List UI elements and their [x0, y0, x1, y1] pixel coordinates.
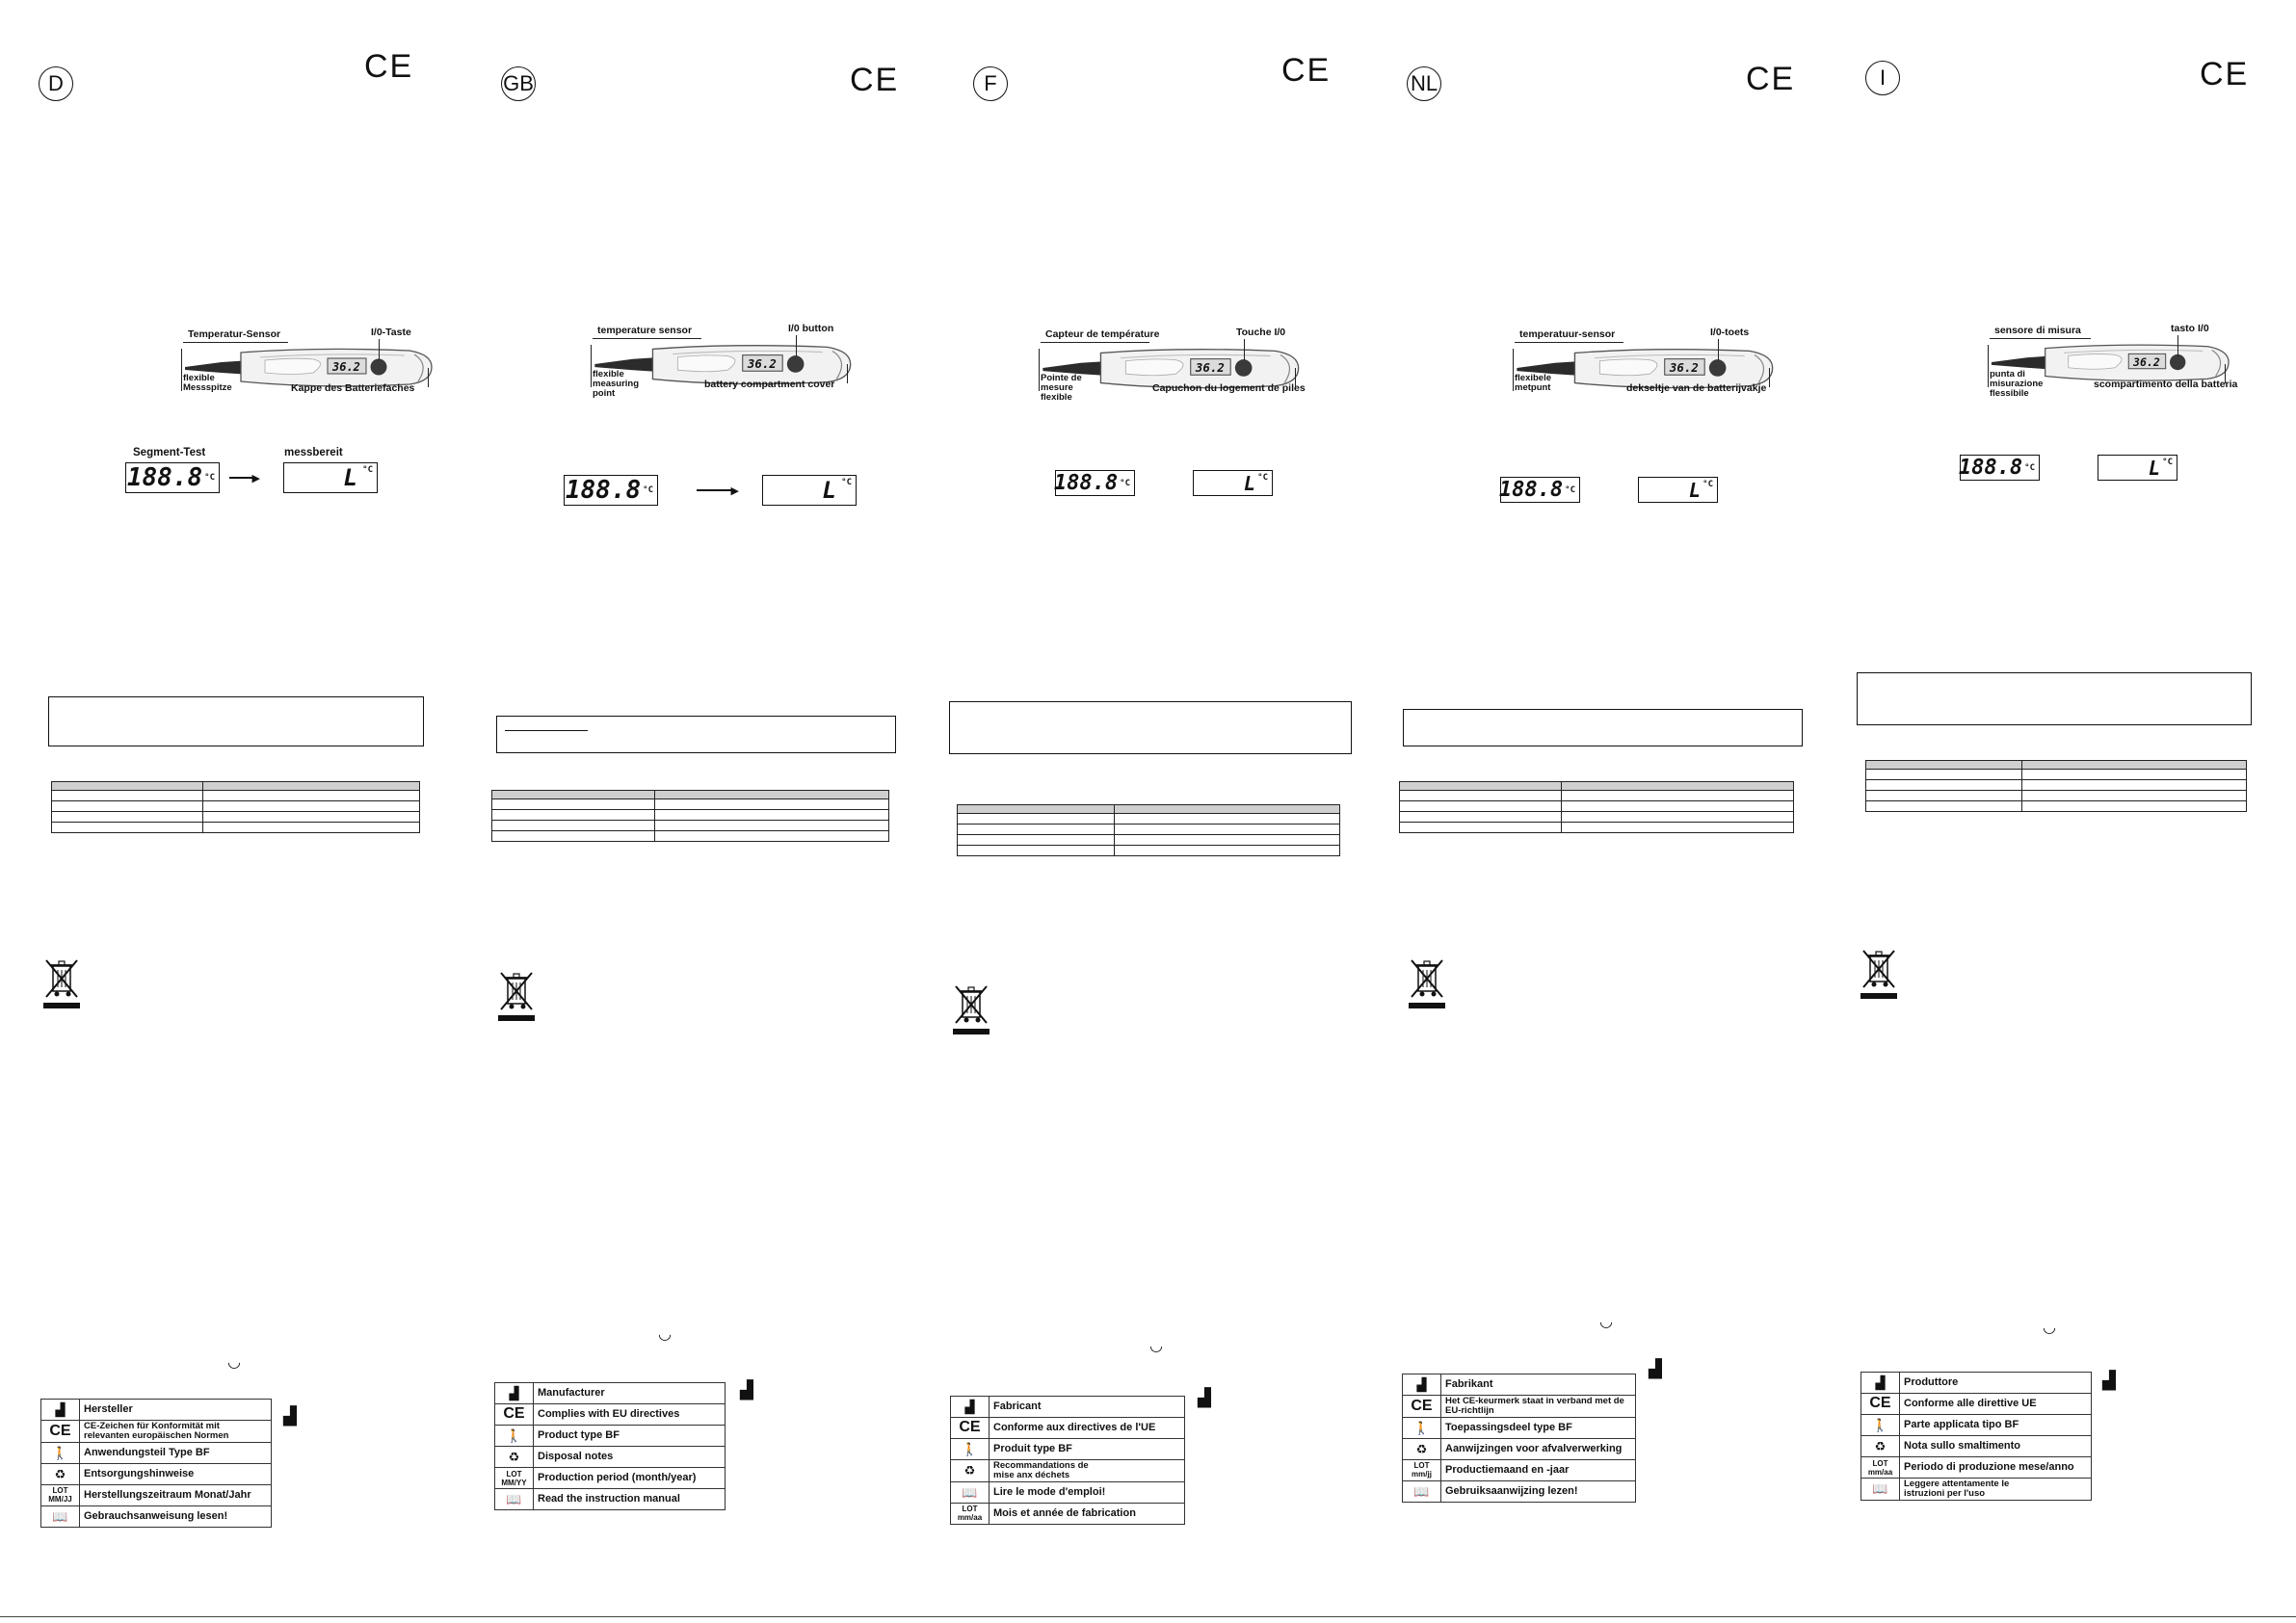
bf-icon: 🚶	[951, 1439, 990, 1460]
legend-row	[1861, 1373, 2092, 1394]
boxed-heading	[1857, 672, 2252, 725]
bottom-rule	[0, 1616, 2296, 1617]
legend-text: Conforme aux directives de l'UE	[990, 1418, 1185, 1439]
symbol-legend-table	[1861, 1372, 2092, 1501]
legend-row	[1861, 1479, 2092, 1501]
legend-text: Lire le mode d'emploi!	[990, 1481, 1185, 1503]
leader-line	[2177, 335, 2178, 356]
manual-icon: 📖	[1403, 1480, 1441, 1502]
unit-text: °C	[1120, 478, 1130, 488]
disposal-icon: ♻	[951, 1460, 990, 1482]
bin-underline-bar	[1861, 993, 1897, 999]
unit-text: °C	[1257, 473, 1268, 483]
legend-text: Complies with EU directives	[534, 1404, 726, 1426]
legend-text: Conforme alle direttive UE	[1900, 1394, 2092, 1415]
bf-icon: 🚶	[41, 1442, 80, 1463]
lcd-digits: L	[1243, 471, 1255, 495]
label-temperature-sensor: temperature sensor	[597, 325, 693, 336]
ce-mark: CE	[2200, 56, 2250, 92]
legend-text: Gebruiksaanwijzing lezen!	[1441, 1480, 1636, 1502]
factory-icon: ▟	[1649, 1359, 1662, 1378]
lcd-digits: L	[822, 477, 836, 504]
segment-test-label: Segment-Test	[133, 447, 206, 458]
lcd-unit-marks	[2162, 458, 2173, 466]
label-flexible-tip: flexible measuring point	[593, 369, 640, 399]
legend-text: Product type BF	[534, 1426, 726, 1447]
svg-text:36.2: 36.2	[747, 356, 777, 372]
factory-icon: ▟	[1861, 1373, 1900, 1394]
legend-text: Disposal notes	[534, 1447, 726, 1468]
lcd-digits: 188.8	[1498, 478, 1564, 502]
ce-icon: CE	[1403, 1396, 1441, 1418]
ce-mark: CE	[850, 62, 900, 98]
manual-icon: 📖	[951, 1481, 990, 1503]
unit-text: °C	[362, 465, 373, 475]
unit-text: °C	[204, 473, 215, 483]
language-badge: GB	[501, 66, 536, 101]
lcd-digits: 188.8	[1053, 471, 1119, 495]
leader-line	[1988, 345, 1989, 387]
legend-text: Herstellungszeitraum Monat/Jahr	[80, 1484, 272, 1505]
lot-icon: LOT mm/aa	[1861, 1457, 1900, 1479]
legend-text: Periodo di produzione mese/anno	[1900, 1457, 2092, 1479]
svg-text:36.2: 36.2	[1669, 360, 1699, 376]
legend-text: Fabrikant	[1441, 1374, 1636, 1396]
ce-mark: CE	[1746, 61, 1796, 97]
factory-icon: ▟	[283, 1406, 297, 1426]
legend-text: Entsorgungshinweise	[80, 1463, 272, 1484]
unit-text: °C	[1565, 484, 1575, 495]
legend-row	[1861, 1394, 2092, 1415]
lcd-digits: 188.8	[1958, 456, 2023, 480]
unit-text: °C	[2162, 458, 2173, 467]
lot-icon: LOT mm/aa	[951, 1503, 990, 1524]
unit-text: °C	[2024, 462, 2035, 473]
legend-text: Het CE-keurmerk staat in verband met de EU-richtlijn	[1441, 1396, 1636, 1418]
lot-icon: LOT mm/jj	[1403, 1459, 1441, 1480]
label-battery-cover: Kappe des Batteriefaches	[291, 382, 415, 394]
factory-icon: ▟	[495, 1383, 534, 1404]
svg-text:36.2: 36.2	[2133, 354, 2160, 369]
legend-text: Produit type BF	[990, 1439, 1185, 1460]
legend-row	[1861, 1457, 2092, 1479]
lcd-ready-display	[2098, 455, 2177, 481]
legend-text: Anwendungsteil Type BF	[80, 1442, 272, 1463]
table-row	[1866, 791, 2247, 801]
table-row	[1866, 780, 2247, 791]
small-cup-mark: ◡	[1599, 1314, 1613, 1330]
factory-icon: ▟	[41, 1400, 80, 1421]
manual-icon: 📖	[495, 1489, 534, 1510]
legend-row	[1861, 1415, 2092, 1436]
bf-icon: 🚶	[1403, 1417, 1441, 1438]
small-cup-mark: ◡	[1149, 1338, 1163, 1354]
manual-icon: 📖	[41, 1505, 80, 1527]
disposal-icon: ♻	[1403, 1438, 1441, 1459]
ce-icon: CE	[41, 1421, 80, 1443]
table-row	[1866, 801, 2247, 812]
ce-icon: CE	[951, 1418, 990, 1439]
label-temperature-sensor: sensore di misura	[1994, 325, 2081, 336]
leader-line	[1990, 338, 2091, 339]
lcd-digits: 188.8	[565, 476, 642, 505]
label-battery-cover: scompartimento della batteria	[2094, 379, 2238, 390]
legend-text: Manufacturer	[534, 1383, 726, 1404]
legend-text: Mois et année de fabrication	[990, 1503, 1185, 1524]
factory-icon: ▟	[740, 1380, 753, 1400]
label-battery-cover: battery compartment cover	[704, 379, 835, 390]
legend-text: Hersteller	[80, 1400, 272, 1421]
label-power-button: tasto I/0	[2171, 323, 2209, 334]
ce-mark: CE	[1281, 52, 1332, 89]
lcd-digits: L	[2148, 456, 2160, 480]
unit-text: °C	[643, 485, 653, 495]
legend-text: CE-Zeichen für Konformität mit relevanten europäischen Normen	[80, 1421, 272, 1443]
lcd-unit-marks	[2024, 464, 2035, 472]
legend-text: Produttore	[1900, 1373, 2092, 1394]
label-power-button: Touche I/0	[1236, 327, 1286, 338]
legend-text: Leggere attentamente le istruzioni per l'uso	[1900, 1479, 2092, 1501]
lcd-digits: L	[1688, 478, 1701, 502]
legend-text: Productiemaand en -jaar	[1441, 1459, 1636, 1480]
legend-text: Production period (month/year)	[534, 1468, 726, 1489]
legend-text: Recommandations de mise anx déchets	[990, 1460, 1185, 1482]
legend-text: Toepassingsdeel type BF	[1441, 1417, 1636, 1438]
legend-text: Nota sullo smaltimento	[1900, 1436, 2092, 1457]
label-power-button: I/0-Taste	[371, 327, 411, 338]
factory-icon: ▟	[951, 1397, 990, 1418]
svg-text:36.2: 36.2	[1195, 360, 1225, 376]
ready-label: messbereit	[284, 447, 343, 458]
label-battery-cover: dekseltje van de batterijvakje	[1626, 382, 1767, 394]
label-flexible-tip: flexible Messspitze	[183, 373, 232, 393]
small-cup-mark: ◡	[227, 1354, 241, 1371]
label-flexible-tip: flexibele metpunt	[1515, 373, 1552, 393]
language-badge: D	[39, 66, 73, 101]
disposal-icon: ♻	[41, 1463, 80, 1484]
lot-icon: LOT MM/YY	[495, 1468, 534, 1489]
label-temperature-sensor: temperatuur-sensor	[1519, 328, 1616, 340]
small-cup-mark: ◡	[658, 1326, 672, 1343]
bf-icon: 🚶	[495, 1426, 534, 1447]
legend-text: Read the instruction manual	[534, 1489, 726, 1510]
ce-mark: CE	[364, 48, 414, 85]
unit-text: °C	[841, 478, 852, 487]
label-flexible-tip: Pointe de mesure flexible	[1041, 373, 1082, 403]
table-row	[1866, 770, 2247, 780]
label-temperature-sensor: Capteur de température	[1045, 328, 1160, 340]
label-temperature-sensor: Temperatur-Sensor	[188, 328, 281, 340]
language-badge: I	[1865, 61, 1900, 95]
factory-icon: ▟	[1198, 1388, 1211, 1407]
lcd-digits: 188.8	[126, 463, 203, 492]
label-battery-cover: Capuchon du logement de piles	[1152, 382, 1306, 394]
legend-row	[1861, 1436, 2092, 1457]
lcd-segment-test	[1960, 455, 2040, 481]
label-flexible-tip: punta di misurazione flessibile	[1990, 369, 2044, 399]
manual-icon: 📖	[1861, 1479, 1900, 1501]
label-power-button: I/0 button	[788, 323, 834, 334]
legend-text: Parte applicata tipo BF	[1900, 1415, 2092, 1436]
language-badge: F	[973, 66, 1008, 101]
specification-table	[1865, 760, 2247, 812]
small-cup-mark: ◡	[2043, 1320, 2056, 1336]
svg-text:36.2: 36.2	[332, 360, 360, 374]
legend-text: Gebrauchsanweisung lesen!	[80, 1505, 272, 1527]
factory-icon: ▟	[1403, 1374, 1441, 1396]
arrow-icon: ▶	[697, 489, 733, 491]
label-power-button: I/0-toets	[1710, 327, 1750, 338]
table-header-row	[1866, 761, 2247, 770]
legend-text: Aanwijzingen voor afvalverwerking	[1441, 1438, 1636, 1459]
language-badge: NL	[1407, 66, 1441, 101]
legend-text: Fabricant	[990, 1397, 1185, 1418]
arrow-icon: ▶	[229, 477, 254, 479]
disposal-icon: ♻	[1861, 1436, 1900, 1457]
factory-icon: ▟	[2102, 1371, 2116, 1390]
ce-icon: CE	[1861, 1394, 1900, 1415]
bf-icon: 🚶	[1861, 1415, 1900, 1436]
disposal-icon: ♻	[495, 1447, 534, 1468]
lot-icon: LOT MM/JJ	[41, 1484, 80, 1505]
leader-line	[2225, 364, 2226, 383]
lcd-digits: L	[343, 464, 357, 491]
ce-icon: CE	[495, 1404, 534, 1426]
unit-text: °C	[1702, 480, 1713, 489]
